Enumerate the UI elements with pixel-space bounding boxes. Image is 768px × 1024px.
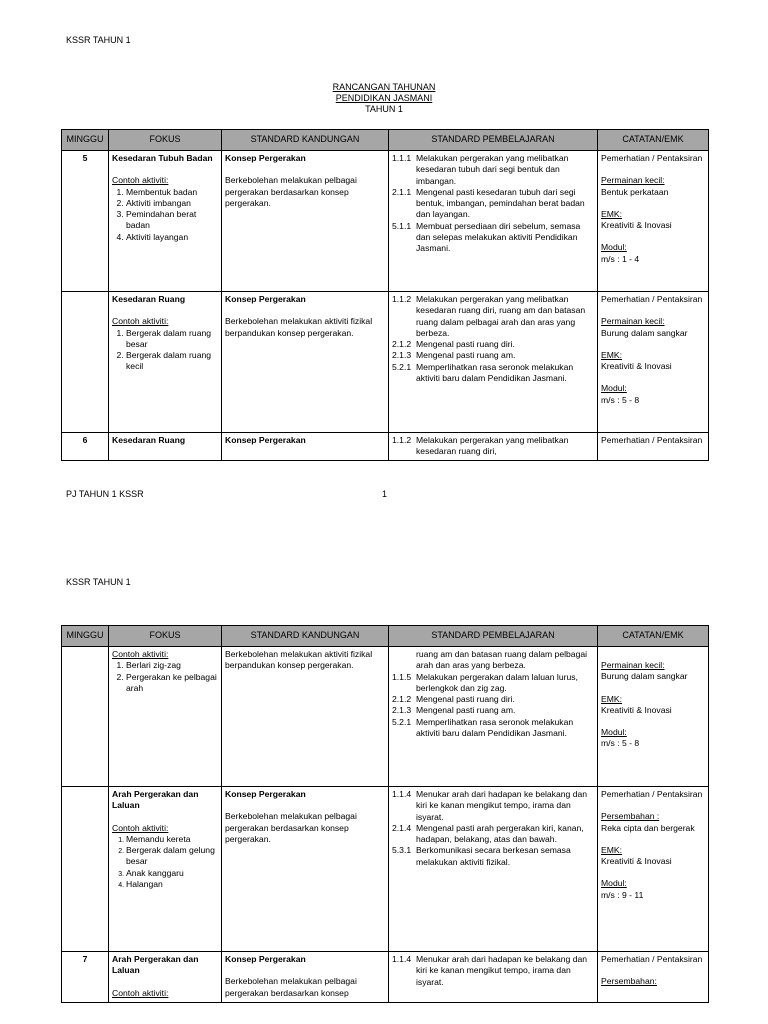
week-cell: 5 (62, 151, 109, 292)
list-item: 1. Bergerak dalam ruang besar (126, 328, 218, 351)
content-standard-text: Berkebolehan melakukan pelbagai pergerakan berdasarkan konsep (225, 976, 357, 998)
col-standard-pembelajaran: STANDARD PEMBELAJARAN (389, 130, 598, 151)
learning-standard-item: 5.3.1 Berkomunikasi secara berkesan semasa melakukan aktiviti fizikal. (392, 845, 571, 867)
table-header-row (62, 626, 709, 647)
week-cell (62, 787, 109, 952)
col-fokus: FOKUS (109, 130, 222, 151)
content-standard-title: Konsep Pergerakan (225, 153, 306, 163)
learning-standard-item: 2.1.4 Mengenal pasti arah pergerakan kiri, kanan, hadapan, belakang, atas dan bawah. (392, 822, 584, 845)
activity-label: Contoh aktiviti: (112, 987, 169, 998)
content-standard-text: Berkebolehan melakukan pelbagai pergerakan berdasarkan konsep pergerakan. (225, 811, 357, 844)
list-item: 4. Aktiviti layangan (126, 232, 218, 243)
activity-list (112, 328, 218, 373)
learning-standard-cell (389, 787, 598, 952)
learning-standard-item: 2.1.1 Mengenal pasti kesedaran tubuh dari segi bentuk, imbangan, pemindahan berat badan dan layangan. (392, 186, 585, 220)
emk-label: EMK: (601, 349, 623, 360)
activity-list (112, 187, 218, 243)
learning-standard-item: 2.1.2 Mengenal pasti ruang diri. (392, 694, 515, 705)
activity-label: Contoh aktiviti: (112, 822, 169, 833)
col-fokus: FOKUS (109, 626, 222, 647)
list-item: 1. Membentuk badan (126, 187, 218, 198)
learning-standard-cell (389, 292, 598, 433)
notes-cell (598, 433, 709, 461)
list-item: 3. Pemindahan berat badan (126, 209, 218, 232)
focus-title: Kesedaran Ruang (112, 435, 186, 445)
content-standard-title: Konsep Pergerakan (225, 954, 306, 964)
yearly-plan-table-2 (61, 625, 709, 1003)
list-item: 2. Pergerakan ke pelbagai arah (126, 672, 218, 695)
emk-label: EMK: (601, 844, 623, 855)
learning-standard-item: 5.2.1 Memperlihatkan rasa seronok melakukan aktiviti baru dalam Pendidikan Jasmani. (392, 716, 574, 739)
table-row (62, 647, 709, 787)
content-standard-title: Konsep Pergerakan (225, 789, 306, 799)
table-row (62, 292, 709, 433)
week-cell: 6 (62, 433, 109, 461)
focus-cell (109, 647, 222, 787)
focus-title: Arah Pergerakan dan Laluan (112, 789, 199, 811)
assessment-note: Pemerhatian / Pentaksiran (601, 789, 703, 799)
notes-cell (598, 292, 709, 433)
col-catatan-emk: CATATAN/EMK (598, 130, 709, 151)
yearly-plan-table-1 (61, 129, 709, 461)
learning-standard-item: 5.2.1 Memperlihatkan rasa seronok melakukan aktiviti baru dalam Pendidikan Jasmani. (392, 361, 574, 384)
table-row (62, 151, 709, 292)
list-item: 1. Memandu kereta (126, 834, 218, 845)
assessment-note: Pemerhatian / Pentaksiran (601, 435, 703, 445)
assessment-note: Pemerhatian / Pentaksiran (601, 954, 703, 964)
learning-standard-item: 5.1.1 Membuat persediaan diri sebelum, semasa dan selepas melakukan aktiviti Pendidikan Jasmani. (392, 220, 581, 254)
emk-value: Kreativiti & Inovasi (601, 704, 672, 715)
game-label: Permainan kecil: (601, 316, 665, 327)
performance-label: Persembahan : (601, 811, 660, 822)
content-standard-cell (222, 433, 389, 461)
col-minggu: MINGGU (62, 130, 109, 151)
performance-value: Reka cipta dan bergerak (601, 822, 695, 833)
list-item: 3. Anak kanggaru (126, 868, 218, 879)
focus-title: Kesedaran Ruang (112, 294, 186, 304)
learning-standard-continuation: ruang am dan batasan ruang dalam pelbagai arah dan aras yang berbeza. (416, 649, 588, 671)
learning-standard-cell (389, 952, 598, 1003)
activity-label: Contoh aktiviti: (112, 316, 169, 327)
content-standard-cell (222, 787, 389, 952)
focus-cell (109, 433, 222, 461)
week-cell: 7 (62, 952, 109, 1003)
module-label: Modul: (601, 242, 627, 253)
game-value: Bentuk perkataan (601, 186, 669, 197)
content-standard-text: Berkebolehan melakukan aktiviti fizikal berpandukan konsep pergerakan. (225, 316, 373, 338)
emk-label: EMK: (601, 693, 623, 704)
focus-title: Arah Pergerakan dan Laluan (112, 954, 199, 976)
activity-list (112, 834, 218, 890)
page-footer: PJ TAHUN 1 KSSR (66, 489, 144, 499)
notes-cell (598, 647, 709, 787)
module-value: m/s : 9 - 11 (601, 889, 644, 900)
list-item: 2. Bergerak dalam gelung besar (126, 845, 218, 868)
document-title (0, 82, 768, 115)
table-row (62, 787, 709, 952)
focus-cell (109, 952, 222, 1003)
learning-standard-item: 2.1.3 Mengenal pasti ruang am. (392, 705, 516, 716)
col-standard-kandungan: STANDARD KANDUNGAN (222, 130, 389, 151)
list-item: 1. Berlari zig-zag (126, 660, 218, 671)
table-header-row (62, 130, 709, 151)
page-number: 1 (382, 489, 388, 499)
content-standard-cell (222, 647, 389, 787)
learning-standard-item: 2.1.2 Mengenal pasti ruang diri. (392, 339, 515, 350)
content-standard-title: Konsep Pergerakan (225, 435, 306, 445)
focus-cell (109, 151, 222, 292)
table-row (62, 952, 709, 1003)
learning-standard-item: 1.1.4 Menukar arah dari hadapan ke belakang dan kiri ke kanan mengikut tempo, irama dan isyarat. (392, 954, 588, 987)
focus-cell (109, 292, 222, 433)
focus-cell (109, 787, 222, 952)
col-minggu: MINGGU (62, 626, 109, 647)
learning-standard-cell (389, 433, 598, 461)
emk-value: Kreativiti & Inovasi (601, 856, 672, 867)
content-standard-title: Konsep Pergerakan (225, 294, 306, 304)
learning-standard-item: 2.1.3 Mengenal pasti ruang am. (392, 350, 516, 361)
list-item: 2. Aktiviti imbangan (126, 198, 218, 209)
game-label: Permainan kecil: (601, 175, 665, 186)
table-row (62, 433, 709, 461)
activity-list (112, 660, 218, 694)
emk-value: Kreativiti & Inovasi (601, 361, 672, 372)
week-cell (62, 647, 109, 787)
col-catatan-emk: CATATAN/EMK (598, 626, 709, 647)
game-label: Permainan kecil: (601, 660, 665, 670)
content-standard-cell (222, 151, 389, 292)
title-line-1: RANCANGAN TAHUNAN (332, 82, 436, 92)
learning-standard-item: 1.1.2 Melakukan pergerakan yang melibatkan kesedaran ruang diri, (392, 435, 569, 457)
col-standard-kandungan: STANDARD KANDUNGAN (222, 626, 389, 647)
game-value: Burung dalam sangkar (601, 671, 688, 682)
week-cell (62, 292, 109, 433)
content-standard-text: Berkebolehan melakukan pelbagai pergerakan berdasarkan konsep pergerakan. (225, 175, 357, 208)
performance-label: Persembahan: (601, 976, 657, 987)
activity-label: Contoh aktiviti: (112, 649, 169, 659)
notes-cell (598, 151, 709, 292)
learning-standard-cell (389, 151, 598, 292)
learning-standard-item: 1.1.1 Melakukan pergerakan yang melibatkan kesedaran tubuh dari segi bentuk dan imbangan. (392, 153, 569, 186)
module-value: m/s : 5 - 8 (601, 738, 640, 749)
page-header: KSSR TAHUN 1 (66, 35, 131, 45)
learning-standard-item: 1.1.2 Melakukan pergerakan yang melibatkan kesedaran ruang diri, ruang am dan batasan ruang dalam pelbagai arah dan aras yang berbeza. (392, 294, 586, 338)
assessment-note: Pemerhatian / Pentaksiran (601, 153, 703, 163)
learning-standard-item: 1.1.4 Menukar arah dari hadapan ke belakang dan kiri ke kanan mengikut tempo, irama dan isyarat. (392, 789, 588, 822)
activity-label: Contoh aktiviti: (112, 175, 169, 186)
module-value: m/s : 5 - 8 (601, 394, 640, 405)
emk-label: EMK: (601, 208, 623, 219)
focus-title: Kesedaran Tubuh Badan (112, 153, 213, 163)
assessment-note: Pemerhatian / Pentaksiran (601, 294, 703, 304)
notes-cell (598, 952, 709, 1003)
game-value: Burung dalam sangkar (601, 327, 688, 338)
learning-standard-cell (389, 647, 598, 787)
list-item: 4. Halangan (126, 879, 218, 890)
emk-value: Kreativiti & Inovasi (601, 220, 672, 231)
content-standard-text: Berkebolehan melakukan aktiviti fizikal berpandukan konsep pergerakan. (225, 649, 373, 671)
title-line-3: TAHUN 1 (365, 104, 403, 114)
content-standard-cell (222, 292, 389, 433)
notes-cell (598, 787, 709, 952)
content-standard-cell (222, 952, 389, 1003)
col-standard-pembelajaran: STANDARD PEMBELAJARAN (389, 626, 598, 647)
module-label: Modul: (601, 383, 627, 394)
learning-standard-item: 1.1.5 Melakukan pergerakan dalam laluan lurus, berlengkok dan zig zag. (392, 671, 578, 693)
module-label: Modul: (601, 727, 627, 738)
page-header: KSSR TAHUN 1 (66, 577, 131, 587)
list-item: 2. Bergerak dalam ruang kecil (126, 350, 218, 373)
title-line-2: PENDIDIKAN JASMANI (335, 93, 433, 103)
module-value: m/s : 1 - 4 (601, 253, 640, 264)
module-label: Modul: (601, 878, 627, 889)
